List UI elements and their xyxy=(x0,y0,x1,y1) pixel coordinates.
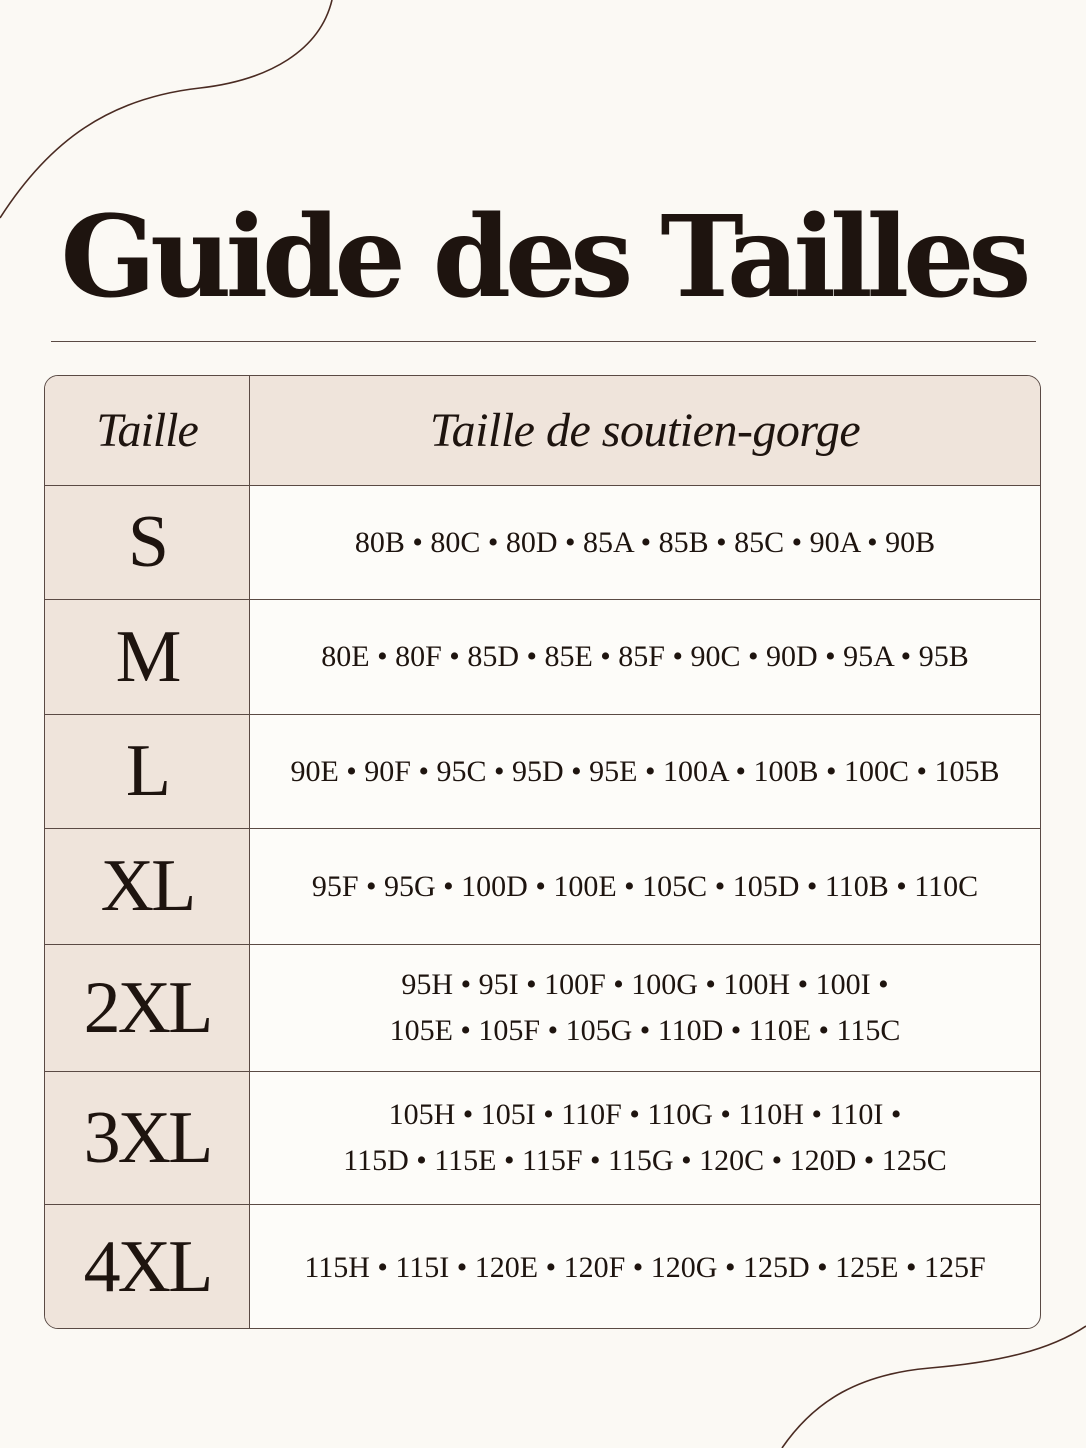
size-cell: 4XL xyxy=(45,1205,250,1329)
page-title: Guide des Tailles xyxy=(60,192,1026,323)
bra-sizes-line: 105E • 105F • 105G • 110D • 110E • 115C xyxy=(389,1014,901,1047)
size-cell: XL xyxy=(45,829,250,944)
size-cell: 2XL xyxy=(45,945,250,1071)
size-cell: 3XL xyxy=(45,1072,250,1204)
bra-sizes-cell xyxy=(250,1072,1040,1204)
table-row xyxy=(45,486,1040,600)
bra-sizes-line: 80E • 80F • 85D • 85E • 85F • 90C • 90D • 95A • 95B xyxy=(321,640,969,673)
top-left-curve xyxy=(0,0,332,218)
header-bra-label: Taille de soutien-gorge xyxy=(250,376,1040,485)
bra-sizes-line: 115D • 115E • 115F • 115G • 120C • 120D • 125C xyxy=(343,1144,947,1177)
table-row xyxy=(45,715,1040,829)
size-guide-table xyxy=(44,375,1041,1329)
bra-sizes-cell xyxy=(250,486,1040,599)
header-size-label: Taille xyxy=(45,376,250,485)
bra-sizes-line: 95H • 95I • 100F • 100G • 100H • 100I • xyxy=(401,968,889,1001)
bra-sizes-cell xyxy=(250,945,1040,1071)
bra-sizes-line: 115H • 115I • 120E • 120F • 120G • 125D • 125E • 125F xyxy=(304,1250,986,1284)
size-cell: M xyxy=(45,600,250,714)
size-cell: S xyxy=(45,486,250,599)
size-cell: L xyxy=(45,715,250,828)
bottom-right-curve xyxy=(782,1326,1086,1448)
table-row xyxy=(45,829,1040,945)
bra-sizes-line: 90E • 90F • 95C • 95D • 95E • 100A • 100B • 100C • 105B xyxy=(290,754,1000,788)
table-header-row xyxy=(45,376,1040,486)
title-divider xyxy=(51,341,1036,342)
bra-sizes-cell xyxy=(250,600,1040,714)
bra-sizes-cell xyxy=(250,829,1040,944)
bra-sizes-line: 80B • 80C • 80D • 85A • 85B • 85C • 90A • 90B xyxy=(354,525,936,559)
table-row xyxy=(45,1072,1040,1205)
bra-sizes-cell xyxy=(250,715,1040,828)
table-row xyxy=(45,1205,1040,1329)
bra-sizes-line: 95F • 95G • 100D • 100E • 105C • 105D • 110B • 110C xyxy=(311,869,979,903)
bra-sizes-line: 105H • 105I • 110F • 110G • 110H • 110I • xyxy=(388,1098,902,1131)
table-row xyxy=(45,600,1040,715)
bra-sizes-cell xyxy=(250,1205,1040,1329)
table-row xyxy=(45,945,1040,1072)
